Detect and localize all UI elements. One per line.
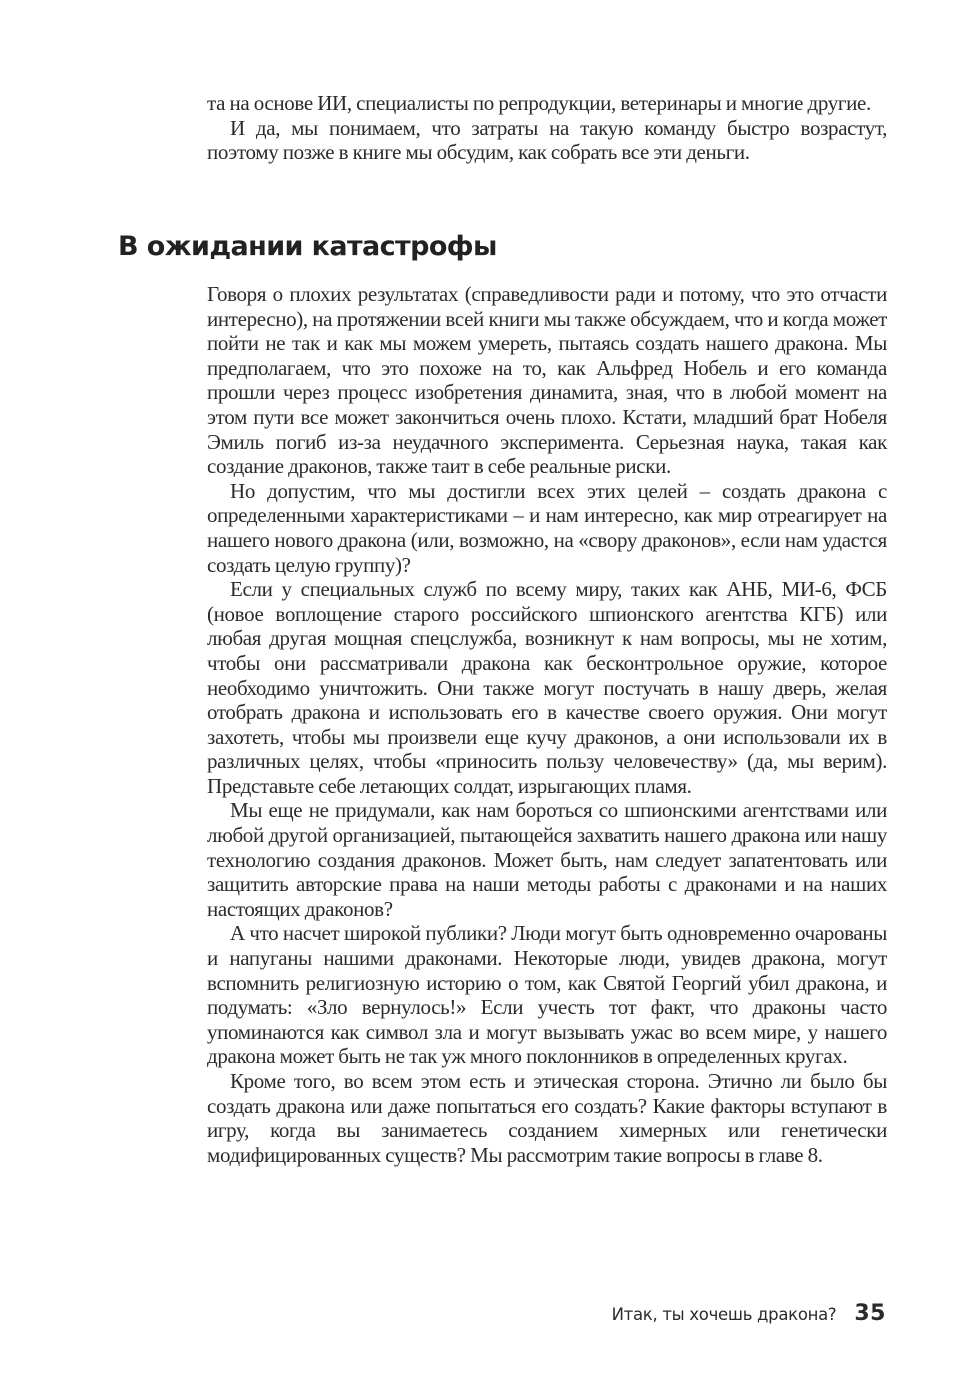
page-number: 35 [854,1301,886,1326]
paragraph: Мы еще не придумали, как нам бороться со шпионскими агентствами или любой другой организацией, пытающейся захватить нашего дракона или нашу технологию создания драконов. Может быть, нам следует запатентовать или защитить авторские права на наши методы работы с драконами и на наших настоящих драконов? [207,798,887,921]
page-footer [612,1301,886,1326]
paragraph: Говоря о плохих результатах (справедливости ради и потому, что это отчасти интересно), на протяжении всей книги мы также обсуждаем, что и когда может пойти не так и как мы можем умереть, пытаясь создать нашего дракона. Мы предполагаем, что это похоже на то, как Альфред Нобель и его команда прошли через процесс изобретения динамита, зная, что в любой момент на этом пути все может закончиться очень плохо. Кстати, младший брат Нобеля Эмиль погиб из-за неудачного эксперимента. Серьезная наука, такая как создание драконов, также таит в себе реальные риски. [207,282,887,479]
paragraph: Кроме того, во всем этом есть и этическая сторона. Этично ли было бы создать дракона или даже попытаться его создать? Какие факторы вступают в игру, когда вы занимаетесь созданием химерных или генетически модифицированных существ? Мы рассмотрим такие вопросы в главе 8. [207,1069,887,1167]
section-body [207,282,887,1167]
section-heading: В ожидании катастрофы [118,231,497,262]
running-title: Итак, ты хочешь дракона? [611,1305,837,1324]
paragraph: И да, мы понимаем, что затраты на такую команду быстро возрастут, поэтому позже в книге мы обсудим, как собрать все эти деньги. [207,115,887,165]
paragraph: Если у специальных служб по всему миру, таких как АНБ, МИ-6, ФСБ (новое воплощение старого российского шпионского агентства КГБ) или любая другая мощная спецслужба, возникнут к нам вопросы, мы не хотим, чтобы они рассматривали дракона как бесконтрольное оружие, которое необходимо уничтожить. Они также могут постучать в нашу дверь, желая отобрать дракона и использовать его в качестве своего оружия. Они могут захотеть, чтобы мы произвели еще кучу драконов, а они использовали их в различных целях, чтобы «приносить пользу человечеству» (да, мы верим). Представьте себе летающих солдат, изрыгающих пламя. [207,577,887,798]
paragraph: А что насчет широкой публики? Люди могут быть одновременно очарованы и напуганы нашими драконами. Некоторые люди, увидев дракона, могут вспомнить религиозную историю о том, как Святой Георгий убил дракона, и подумать: «Зло вернулось!» Если учесть тот факт, что драконы часто упоминаются как символ зла и могут вызывать ужас во всем мире, у нашего дракона может быть не так уж много поклонников в определенных кругах. [207,921,887,1069]
paragraph: та на основе ИИ, специалисты по репродукции, ветеринары и многие другие. [207,91,871,115]
continued-text-block [207,91,887,165]
paragraph: Но допустим, что мы достигли всех этих целей – создать дракона с определенными характеристиками – и нам интересно, как мир отреагирует на нашего нового дракона (или, возможно, на «свору драконов», если нам удастся создать целую группу)? [207,478,887,577]
